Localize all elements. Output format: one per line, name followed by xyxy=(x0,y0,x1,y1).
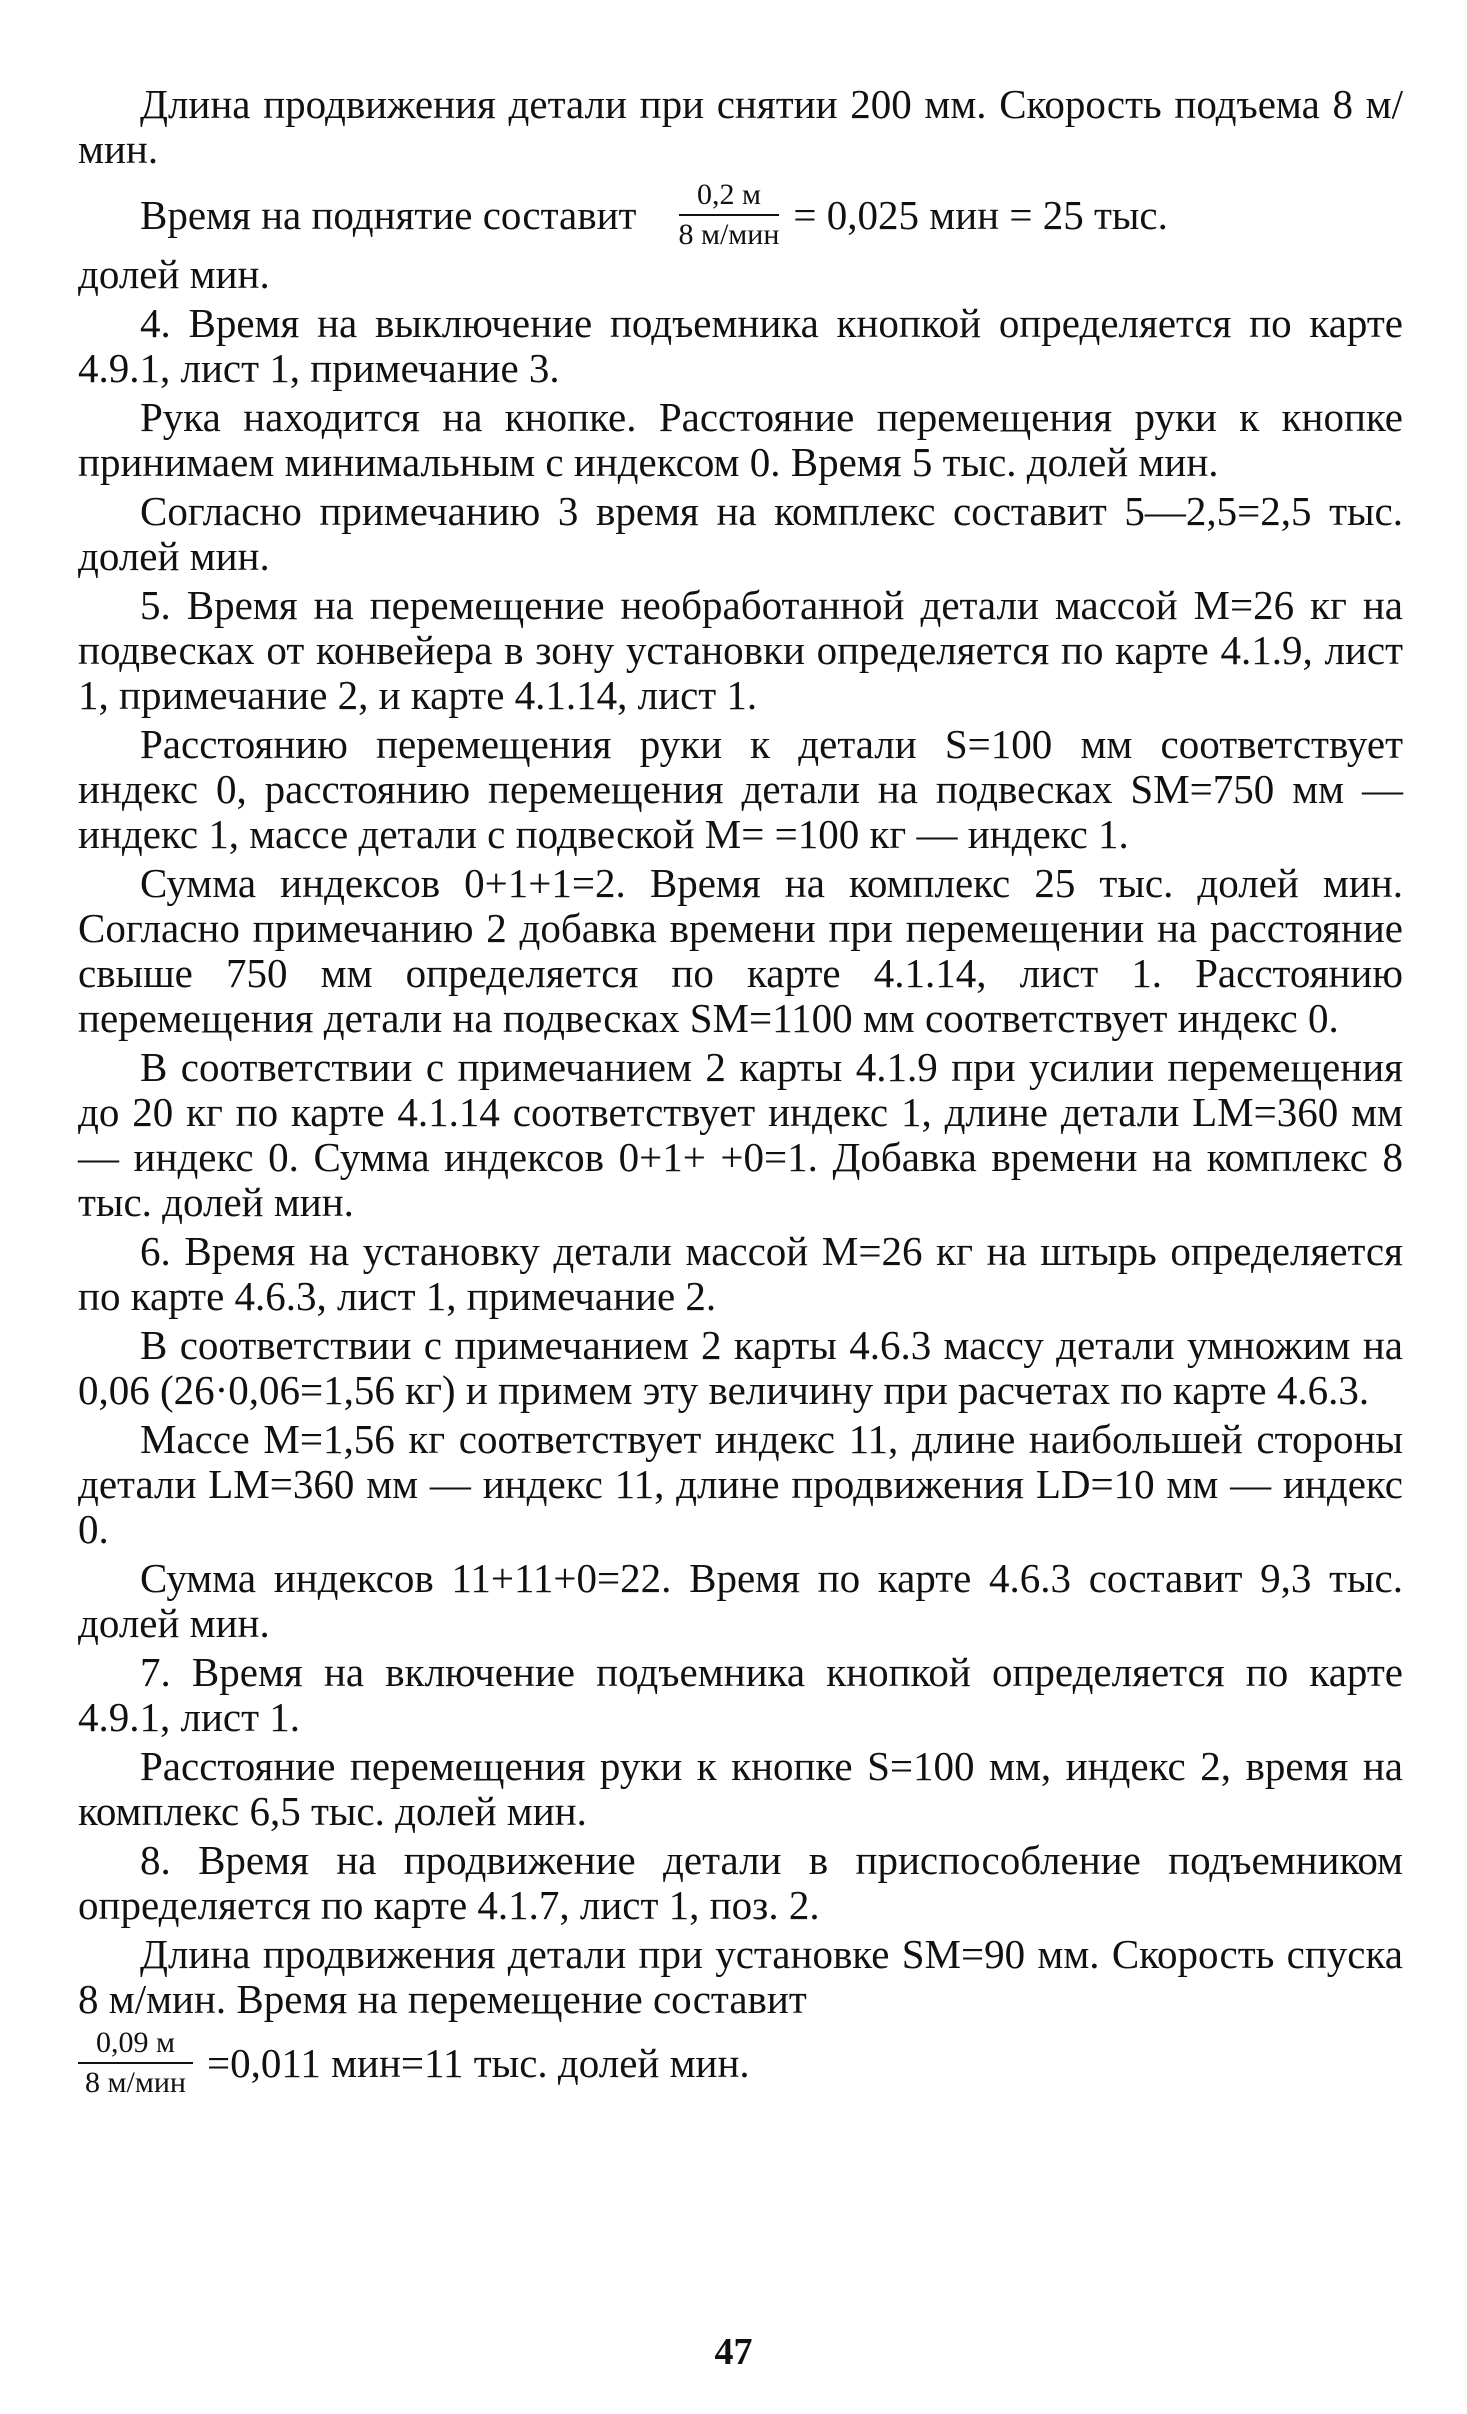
fraction-denominator: 8 м/мин xyxy=(85,2066,186,2099)
paragraph: 5. Время на перемещение необработанной детали массой M=26 кг на подвесках от конвейера в зону установки определяется по карте 4.1.9, лист 1, примечание 2, и карте 4.1.14, лист 1. xyxy=(78,582,1403,718)
paragraph: В соответствии с примечанием 2 карты 4.6.3 массу детали умножим на 0,06 (26·0,06=1,56 кг) и примем эту величину при расчетах по карте 4.6.3. xyxy=(78,1322,1403,1413)
paragraph: 6. Время на установку детали массой M=26 кг на штырь определяется по карте 4.6.3, лист 1, примечание 2. xyxy=(78,1228,1403,1319)
fraction xyxy=(678,178,779,252)
formula-line xyxy=(78,178,1403,252)
formula-result: = 0,025 мин = 25 тыс. xyxy=(793,191,1168,238)
paragraph: 8. Время на продвижение детали в приспособление подъемником определяется по карте 4.1.7, лист 1, поз. 2. xyxy=(78,1837,1403,1928)
paragraph: долей мин. xyxy=(78,251,270,297)
page-number: 47 xyxy=(714,2331,753,2373)
paragraph: Расстояние перемещения руки к кнопке S=100 мм, индекс 2, время на комплекс 6,5 тыс. долей мин. xyxy=(78,1743,1403,1834)
formula-result: =0,011 мин=11 тыс. долей мин. xyxy=(206,2039,750,2086)
paragraph: Длина продвижения детали при установке SM=90 мм. Скорость спуска 8 м/мин. Время на перемещение составит xyxy=(78,1931,1403,2022)
paragraph: Сумма индексов 0+1+1=2. Время на комплекс 25 тыс. долей мин. Согласно примечанию 2 добавка времени при перемещении на расстояние свыше 750 мм определяется по карте 4.1.14, лист 1. Расстоянию перемещения детали на подвесках SM=1100 мм соответствует индекс 0. xyxy=(78,860,1403,1041)
paragraph: 4. Время на выключение подъемника кнопкой определяется по карте 4.9.1, лист 1, примечание 3. xyxy=(78,300,1403,391)
paragraph: Сумма индексов 11+11+0=22. Время по карте 4.6.3 составит 9,3 тыс. долей мин. xyxy=(78,1555,1403,1646)
fraction xyxy=(78,2026,193,2100)
formula-text: Время на поднятие составит xyxy=(140,191,637,238)
paragraph: Массе M=1,56 кг соответствует индекс 11, длине наибольшей стороны детали LM=360 мм — индекс 11, длине продвижения LD=10 мм — индекс 0. xyxy=(78,1416,1403,1552)
formula-line xyxy=(78,2026,1403,2100)
paragraph: 7. Время на включение подъемника кнопкой определяется по карте 4.9.1, лист 1. xyxy=(78,1649,1403,1740)
fraction-denominator: 8 м/мин xyxy=(678,218,780,251)
paragraph: Длина продвижения детали при снятии 200 мм. Скорость подъема 8 м/мин. xyxy=(78,81,1403,172)
paragraph: В соответствии с примечанием 2 карты 4.1.9 при усилии перемещения до 20 кг по карте 4.1.14 соответствует индекс 1, длине детали LM=360 мм — индекс 0. Сумма индексов 0+1+ +0=1. Добавка времени на комплекс 8 тыс. долей мин. xyxy=(78,1044,1403,1225)
fraction-numerator: 0,09 м xyxy=(78,2026,193,2064)
paragraph: Рука находится на кнопке. Расстояние перемещения руки к кнопке принимаем минимальным с индексом 0. Время 5 тыс. долей мин. xyxy=(78,394,1403,485)
fraction-numerator: 0,2 м xyxy=(679,178,779,216)
page-body xyxy=(78,82,1403,2100)
paragraph: Расстоянию перемещения руки к детали S=100 мм соответствует индекс 0, расстоянию перемещения детали на подвесках SM=750 мм — индекс 1, массе детали с подвеской M= =100 кг — индекс 1. xyxy=(78,721,1403,857)
paragraph: Согласно примечанию 3 время на комплекс составит 5—2,5=2,5 тыс. долей мин. xyxy=(78,488,1403,579)
